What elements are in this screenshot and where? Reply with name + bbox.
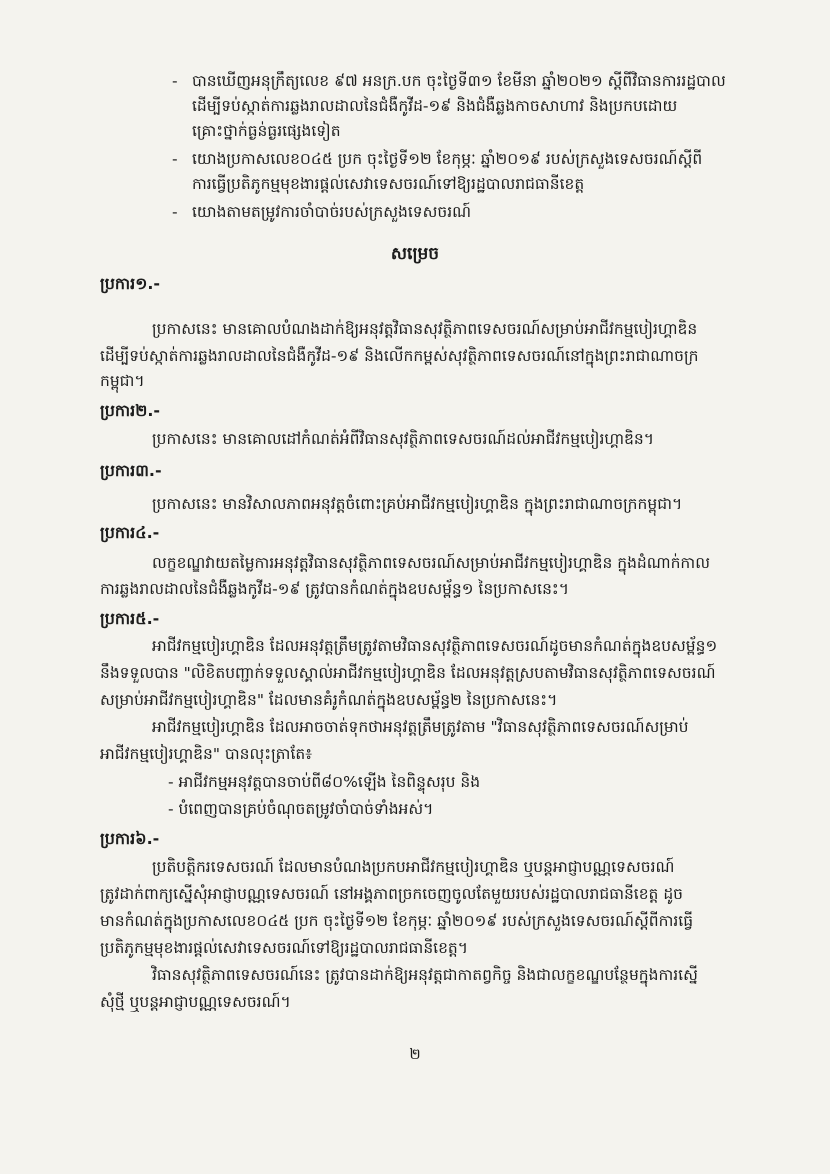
article-list-item: - អាជីវកម្មអនុវត្តបានចាប់ពី៨០%ឡើង នៃពិន្ទុសរុប និង (168, 773, 481, 791)
preamble-line: ដើម្បីទប់ស្កាត់ការឆ្លងរាលដាលនៃជំងឺកូវីដ-១៩ និងជំងឺឆ្លងកាចសាហាវ និងប្រកបដោយ (192, 97, 678, 115)
article-text-line: នឹងទទួលបាន "លិខិតបញ្ជាក់ទទួលស្គាល់អាជីវកម្មបៀរហ្គាឌិន ដែលអនុវត្តស្របតាមវិធានសុវត្ថិភាពទេសចរណ៍ (100, 664, 716, 682)
article-text-line: ប្រតិភូកម្មមុខងារផ្តល់សេវាទេសចរណ៍ទៅឱ្យរដ្ឋបាលរាជធានីខេត្ត។ (100, 939, 468, 957)
preamble-bullet-dash: - (172, 72, 178, 90)
article-text-line: សុំថ្មី ឬបន្តអាជ្ញាបណ្ណទេសចរណ៍។ (100, 993, 291, 1011)
preamble-line: យោងតាមតម្រូវការចាំបាច់របស់ក្រសួងទេសចរណ៍ (192, 203, 472, 221)
preamble-line: ការធ្វើប្រតិភូកម្មមុខងារផ្តល់សេវាទេសចរណ៍ទៅឱ្យរដ្ឋបាលរាជធានីខេត្ត (192, 175, 585, 193)
article-text-line: ប្រកាសនេះ មានគោលបំណងដាក់ឱ្យអនុវត្តវិធានសុវត្ថិភាពទេសចរណ៍សម្រាប់អាជីវកម្មបៀរហ្គាឌិន (152, 320, 698, 338)
article-list-item: - បំពេញបានគ្រប់ចំណុចតម្រូវចាំបាច់ទាំងអស់។ (168, 800, 434, 818)
article-text-line: ប្រតិបត្តិករទេសចរណ៍ ដែលមានបំណងប្រកបអាជីវកម្មបៀរហ្គាឌិន ឬបន្តអាជ្ញាបណ្ណទេសចរណ៍ (152, 858, 675, 876)
article-text-line: អាជីវកម្មបៀរហ្គាឌិន" បានលុះត្រាតែ៖ (100, 745, 313, 763)
preamble-bullet-dash: - (172, 203, 178, 221)
article-text-line: កម្ពុជា។ (100, 372, 145, 390)
article-text-line: មានកំណត់ក្នុងប្រកាសលេខ០៤៥ ប្រក ចុះថ្ងៃទី១២ ខែកុម្ភៈ ឆ្នាំ២០១៩ របស់ក្រសួងទេសចរណ៍ស្តីពីការធ្វើ (100, 912, 694, 930)
preamble-line: បានឃើញអនុក្រឹត្យលេខ ៩៧ អនក្រ.បក ចុះថ្ងៃទី៣១ ខែមីនា ឆ្នាំ២០២១ ស្តីពីវិធានការរដ្ឋបាល (192, 72, 726, 90)
article-text-line: ការឆ្លងរាលដាលនៃជំងឺឆ្លងកូវីដ-១៩ ត្រូវបានកំណត់ក្នុងឧបសម្ព័ន្ធ១ នៃប្រកាសនេះ។ (100, 580, 569, 598)
preamble-line: យោងប្រកាសលេខ០៤៥ ប្រក ចុះថ្ងៃទី១២ ខែកុម្ភៈ ឆ្នាំ២០១៩ របស់ក្រសួងទេសចរណ៍ស្តីពី (192, 150, 703, 168)
article-heading: ប្រការ២.- (100, 401, 161, 420)
article-text-line: ត្រូវដាក់ពាក្យស្នើសុំអាជ្ញាបណ្ណទេសចរណ៍ នៅអង្គភាពច្រកចេញចូលតែមួយរបស់រដ្ឋបាលរាជធានីខេត្ត ដូច (100, 885, 684, 903)
article-text-line: សម្រាប់អាជីវកម្មបៀរហ្គាឌិន" ដែលមានគំរូកំណត់ក្នុងឧបសម្ព័ន្ធ២ នៃប្រកាសនេះ។ (100, 691, 558, 709)
decision-title: សម្រេច (390, 244, 440, 264)
article-text-line: ដើម្បីទប់ស្កាត់ការឆ្លងរាលដាលនៃជំងឺកូវីដ-១៩ និងលើកកម្ពស់សុវត្ថិភាពទេសចរណ៍នៅក្នុងព្រះរាជាណាចក្រ (100, 347, 699, 365)
article-text-line: ប្រកាសនេះ មានវិសាលភាពអនុវត្តចំពោះគ្រប់អាជីវកម្មបៀរហ្គាឌិន ក្នុងព្រះរាជាណាចក្រកម្ពុជា។ (152, 495, 683, 513)
article-text-line: អាជីវកម្មបៀរហ្គាឌិន ដែលអាចចាត់ទុកថាអនុវត្តត្រឹមត្រូវតាម "វិធានសុវត្ថិភាពទេសចរណ៍សម្រាប់ (152, 718, 689, 736)
article-heading: ប្រការ៣.- (100, 461, 162, 480)
preamble-line: គ្រោះថ្នាក់ធ្ងន់ធ្ងរផ្សេងទៀត (192, 122, 341, 140)
article-heading: ប្រការ៦.- (100, 829, 160, 848)
article-heading: ប្រការ៤.- (100, 523, 160, 542)
article-text-line: លក្ខខណ្ឌវាយតម្លៃការអនុវត្តវិធានសុវត្ថិភាពទេសចរណ៍សម្រាប់អាជីវកម្មបៀរហ្គាឌិន ក្នុងដំណាក់កាល (152, 554, 710, 572)
article-heading: ប្រការ៥.- (100, 609, 160, 628)
article-text-line: អាជីវកម្មបៀរហ្គាឌិន ដែលអនុវត្តត្រឹមត្រូវតាមវិធានសុវត្ថិភាពទេសចរណ៍ដូចមានកំណត់ក្នុងឧបសម្ព័ន្ធ១ (152, 637, 718, 655)
preamble-bullet-dash: - (172, 150, 178, 168)
article-text-line: ប្រកាសនេះ មានគោលដៅកំណត់អំពីវិធានសុវត្ថិភាពទេសចរណ៍ដល់អាជីវកម្មបៀរហ្គាឌិន។ (152, 430, 654, 448)
article-text-line: វិធានសុវត្ថិភាពទេសចរណ៍នេះ ត្រូវបានដាក់ឱ្យអនុវត្តជាកាតព្វកិច្ច និងជាលក្ខខណ្ឌបន្ថែមក្នុងការស្នើ (152, 966, 698, 984)
page-number: ២ (409, 1045, 421, 1063)
article-heading: ប្រការ១.- (100, 274, 161, 293)
